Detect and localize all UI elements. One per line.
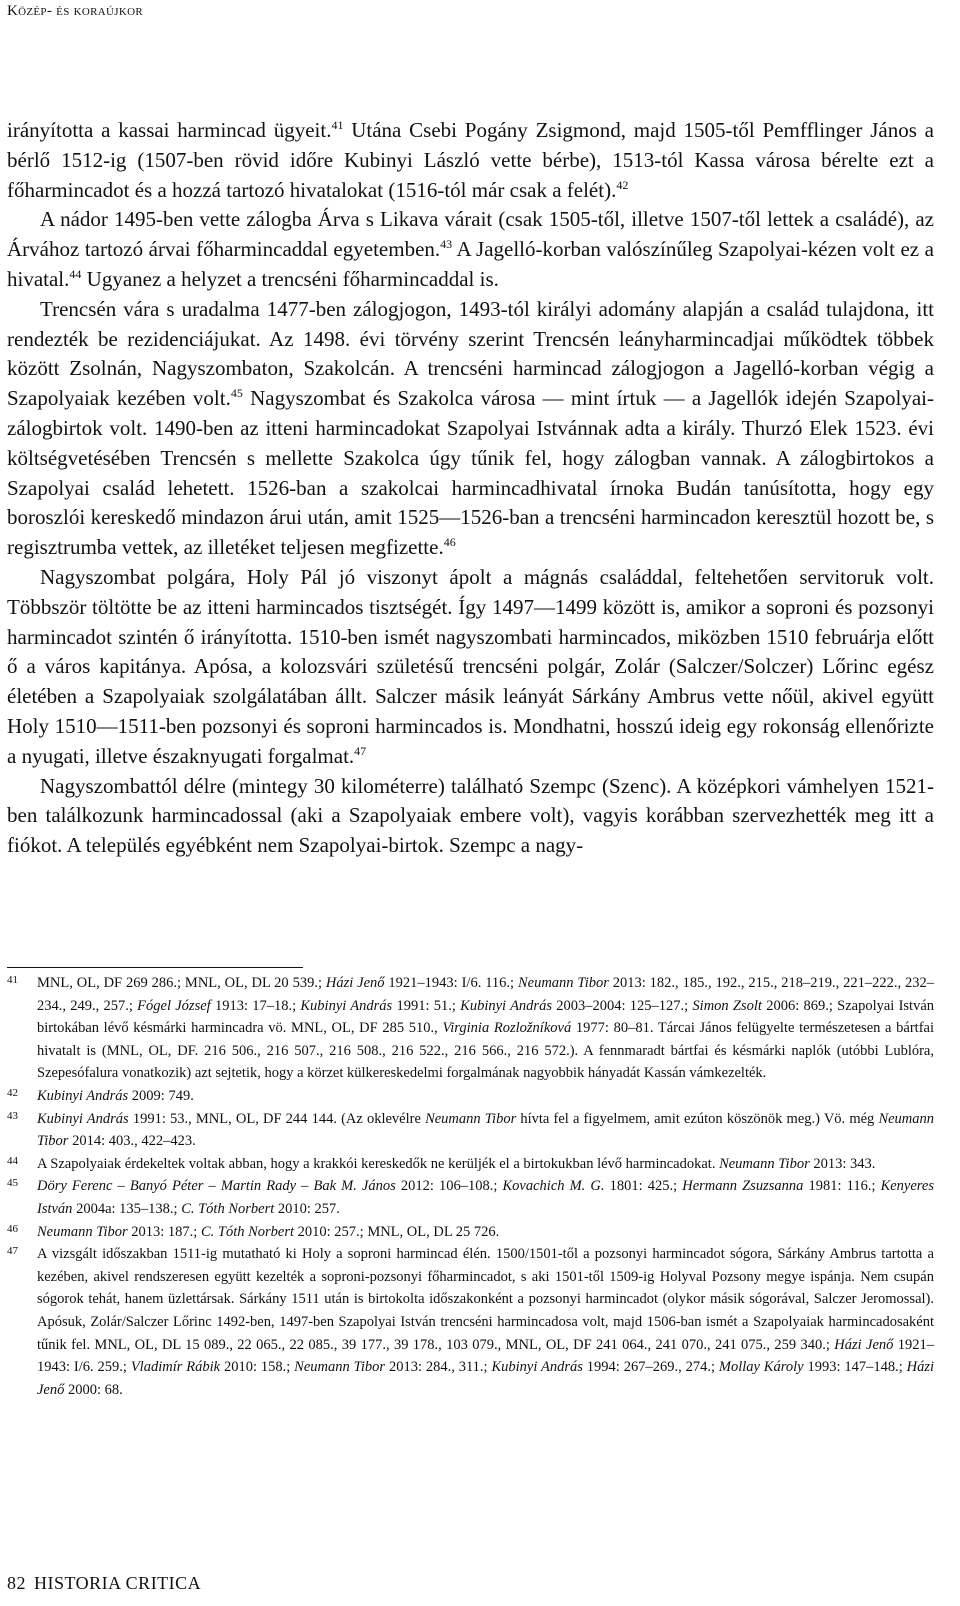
- footnote-text: [37, 1243, 934, 1401]
- italic-author-name: Hermann Zsuzsanna: [682, 1178, 804, 1195]
- text-run: 1921–1943: I/6. 116.;: [384, 975, 518, 991]
- footnote-number: 41: [7, 974, 18, 986]
- text-run: A Jagelló-korban valószínűleg Szapolyai-kézen volt ez a hivatal.: [7, 237, 934, 291]
- italic-author-name: Neumann Tibor: [294, 1359, 386, 1376]
- footnote-text: [37, 1108, 934, 1153]
- footnote-reference[interactable]: 42: [616, 177, 629, 192]
- footnote-item: [7, 1085, 934, 1108]
- italic-author-name: Kenyeres István: [37, 1178, 934, 1217]
- text-run: 1991: 51.;: [392, 997, 461, 1014]
- text-run: 1994: 267–269., 274.;: [582, 1359, 719, 1376]
- footnote-text: [37, 1175, 934, 1220]
- footnote-item: [7, 972, 934, 1085]
- footnote-text: [37, 1221, 934, 1244]
- text-run: 1981: 116.;: [803, 1178, 881, 1195]
- text-run: 1991: 53., MNL, OL, DF 244 144. (Az oklevélre: [128, 1110, 426, 1127]
- text-run: Nagyszombat polgára, Holy Pál jó viszonyt ápolt a mágnás családdal, feltehetően servitoruk volt. Többször töltötte be az itteni harmincados tisztségét. Így 1497—1499 között is, amikor a soproni és pozsonyi harmincadot szintén ő irányította. 1510-ben ismét nagyszombati harmincados, miközben 1510 februárja előtt ő a város kapitánya. Apósa, a kolozsvári születésű trencséni polgár, Zolár (Salczer/Solczer) Lőrinc egész életében a Szapolyaiak szolgálatában állt. Salczer másik leányát Sárkány Ambrus vette nőül, akivel együtt Holy 1510—1511-ben pozsonyi és soproni harmincados is. Mondhatni, hosszú ideig egy rokonság ellenőrizte a nyugati, illetve északnyugati forgalmat.: [7, 564, 934, 768]
- text-run: 1801: 425.;: [604, 1178, 683, 1195]
- italic-author-name: Mollay Károly: [718, 1359, 804, 1376]
- running-header: Közép- és koraújkor: [7, 3, 143, 19]
- text-run: 1913: 17–18.;: [210, 997, 301, 1014]
- footnote-number: 46: [7, 1222, 18, 1235]
- footnote-reference[interactable]: 41: [331, 118, 344, 132]
- italic-author-name: Döry Ferenc – Banyó Péter – Martin Rady – Bak M. János: [37, 1178, 396, 1195]
- footnote-item: [7, 1243, 934, 1401]
- text-run: Utána Csebi Pogány Zsigmond, majd 1505-től Pemfflinger János a bérlő 1512-ig (1507-ben rövid időre Kubinyi László vette bérbe), 1513-tól Kassa városa bérelte ezt a főharmincadot és a hozzá tartozó hivatalokat (1516-tól már csak a felét).: [7, 118, 934, 202]
- footnote-text: [37, 1153, 934, 1176]
- text-run: 2004a: 135–138.;: [72, 1200, 182, 1217]
- footnote-reference[interactable]: 44: [69, 266, 82, 281]
- footnote-item: [7, 1153, 934, 1176]
- body-paragraph: [7, 295, 934, 563]
- italic-author-name: Házi Jenő: [325, 975, 385, 991]
- text-run: 2010: 257.; MNL, OL, DL 25 726.: [294, 1223, 500, 1240]
- text-run: 2010: 158.;: [220, 1359, 295, 1376]
- footnote-item: [7, 1175, 934, 1220]
- text-run: 2013: 187.;: [127, 1223, 201, 1240]
- footnotes-section: [7, 972, 934, 1401]
- text-run: 2013: 182., 185., 192., 215., 218–219., 221–222., 232–234., 249., 257.;: [37, 975, 935, 1014]
- footnote-reference[interactable]: 46: [443, 535, 456, 550]
- italic-author-name: Virginia Rozložníková: [442, 1020, 572, 1037]
- text-run: A nádor 1495-ben vette zálogba Árva s Likava várait (csak 1505-től, illetve 1507-től lettek a családé), az Árvához tartozó árvai főharmincaddal egyetemben.: [7, 207, 934, 262]
- text-run: Nagyszombattól délre (mintegy 30 kilométerre) található Szempc (Szenc). A középkori vámhelyen 1521-ben találkozunk harmincadossal (aki a Szapolyaiak embere volt), vagyis korábban szervezhették meg itt a fiókot. A település egyébként nem Szapolyai-birtok. Szempc a nagy-: [7, 773, 934, 858]
- footnote-number: 45: [7, 1177, 18, 1190]
- italic-author-name: Kubinyi András: [300, 997, 393, 1014]
- text-run: 1921–1943: I/6. 259.;: [37, 1336, 934, 1376]
- italic-author-name: Neumann Tibor: [719, 1155, 810, 1172]
- text-run: 1993: 147–148.;: [803, 1359, 907, 1376]
- text-run: 2006: 869.; Szapolyai István birtokában lévő késmárki harmincadra vö. MNL, OL, DF 285 510.,: [37, 997, 935, 1037]
- text-run: 2013: 343.: [809, 1155, 876, 1172]
- text-run: 2009: 749.: [128, 1087, 194, 1104]
- text-run: hívta fel a figyelmem, amit ezúton köszönök meg.) Vö. még: [516, 1110, 879, 1127]
- italic-author-name: Kubinyi András: [460, 997, 552, 1014]
- main-body-text: [7, 116, 934, 861]
- footnote-number: 42: [7, 1086, 18, 1099]
- italic-author-name: Kovachich M. G.: [502, 1178, 605, 1195]
- text-run: 2013: 284., 311.;: [385, 1359, 492, 1376]
- italic-author-name: Vladimír Rábik: [130, 1359, 221, 1376]
- text-run: 2010: 257.: [274, 1200, 340, 1217]
- italic-author-name: Házi Jenő: [834, 1336, 894, 1353]
- footnote-reference[interactable]: 45: [230, 386, 243, 401]
- footnote-reference[interactable]: 47: [354, 743, 367, 758]
- italic-author-name: Kubinyi András: [37, 1087, 129, 1104]
- text-run: A Szapolyaiak érdekeltek voltak abban, hogy a krakkói kereskedők ne kerüljék el a birtokukban lévő harmincadokat.: [37, 1155, 720, 1172]
- text-run: 2012: 106–108.;: [395, 1178, 503, 1195]
- text-run: 2014: 403., 422–423.: [68, 1133, 196, 1150]
- page-footer: [7, 1573, 201, 1594]
- page-number: 82: [7, 1573, 26, 1593]
- footnote-number: 44: [7, 1154, 18, 1167]
- text-run: irányította a kassai harmincad ügyeit.: [7, 118, 332, 142]
- italic-author-name: Neumann Tibor: [517, 975, 609, 991]
- text-run: 1977: 80–81. Tárcai János felügyelte természetesen a bártfai hivatalt is (MNL, OL, DF. 216 506., 216 507., 216 508., 216 522., 216 566., 216 572.). A fennmaradt bártfai és késmárki naplók (utóbbi Lublóra, Szepesófalura vonatkozik) azt sejtetik, hogy a körzet külkereskedelmi forgalmának nagyobbik hányadát Kassán vámkezelték.: [37, 1020, 934, 1082]
- text-run: Trencsén vára s uradalma 1477-ben zálogjogon, 1493-tól királyi adomány alapján a család tulajdona, itt rendezték be rezidenciájukat. Az 1498. évi törvény szerint Trencsén leányharmincadjai működtek többek között Zsolnán, Nagyszombaton, Szakolcán. A trencséni harmincad zálogjogon a Jagelló-korban végig a Szapolyaiak kezében volt.: [7, 296, 934, 411]
- journal-name: HISTORIA CRITICA: [34, 1573, 202, 1593]
- footnote-separator: [7, 967, 303, 968]
- text-run: 2003–2004: 125–127.;: [551, 997, 693, 1014]
- text-run: Ugyanez a helyzet a trencséni főharmincaddal is.: [81, 266, 499, 291]
- italic-author-name: Neumann Tibor: [425, 1110, 517, 1127]
- text-run: Nagyszombat és Szakolca városa — mint írtuk — a Jagellók idején Szapolyai-zálogbirtok volt. 1490-ben az itteni harmincadokat Szapolyai Istvánnak adta a király. Thurzó Elek 1523. évi költségvetésében Trencsén s mellette Szakolca úgy tűnik fel, hogy zálogban vannak. A zálogbirtokos a Szapolyai család lehetett. 1526-ban a szakolcai harmincadhivatal írnoka Budán tanúsította, hogy egy boroszlói kereskedő mindazon árui után, amit 1525—1526-ban a trencséni harmincadon keresztül hozott be, s regisztrumba vettek, az illetéket teljesen megfizette.: [7, 386, 934, 560]
- italic-author-name: Házi Jenő: [37, 1359, 935, 1398]
- body-paragraph: [7, 563, 934, 772]
- italic-author-name: Kubinyi András: [491, 1359, 583, 1376]
- italic-author-name: C. Tóth Norbert: [181, 1200, 275, 1217]
- footnote-number: 47: [7, 1245, 18, 1258]
- text-run: A vizsgált időszakban 1511-ig mutatható ki Holy a soproni harmincad élén. 1500/1501-től a pozsonyi harmincadot sógora, Sárkány Ambrus tartotta a kezében, akivel rendszeresen együtt kezelték a soproni-pozsonyi főharmincadot, s aki 1501-től 1509-ig Holyval Pozsony megye ispánja. Nem csupán sógorok tehát, hanem üzlettársak. Sárkány 1511 után is birtokolta időszakonként a pozsonyi harmincadot (olykor másik sógorával, Salczer Jeromossal). Apósuk, Zolár/Salczer Lőrinc 1492-ben, 1497-ben Szapolyai István trencséni harmincadosa volt, majd 1506-ban ismét a Szapolyaiak harmincadosaként tűnik fel. MNL, OL, DL 15 089., 22 065., 22 085., 39 177., 39 178., 103 079., MNL, OL, DF 241 064., 241 070., 241 075., 259 340.;: [37, 1246, 934, 1353]
- body-paragraph: [7, 772, 934, 861]
- footnote-number: 43: [7, 1109, 18, 1122]
- italic-author-name: Neumann Tibor: [37, 1110, 935, 1150]
- text-run: MNL, OL, DF 269 286.; MNL, OL, DL 20 539.;: [37, 975, 326, 991]
- footnote-item: [7, 1108, 934, 1153]
- footnote-text: [37, 1085, 934, 1108]
- footnote-item: [7, 1221, 934, 1244]
- footnote-reference[interactable]: 43: [440, 237, 453, 252]
- body-paragraph: [7, 205, 934, 294]
- italic-author-name: Neumann Tibor: [37, 1223, 128, 1240]
- italic-author-name: Kubinyi András: [37, 1110, 129, 1127]
- text-run: 2000: 68.: [64, 1381, 123, 1398]
- italic-author-name: Fógel József: [137, 997, 211, 1014]
- italic-author-name: Simon Zsolt: [692, 997, 762, 1014]
- footnote-text: [37, 972, 934, 1085]
- italic-author-name: C. Tóth Norbert: [200, 1223, 295, 1240]
- body-paragraph: [7, 116, 934, 205]
